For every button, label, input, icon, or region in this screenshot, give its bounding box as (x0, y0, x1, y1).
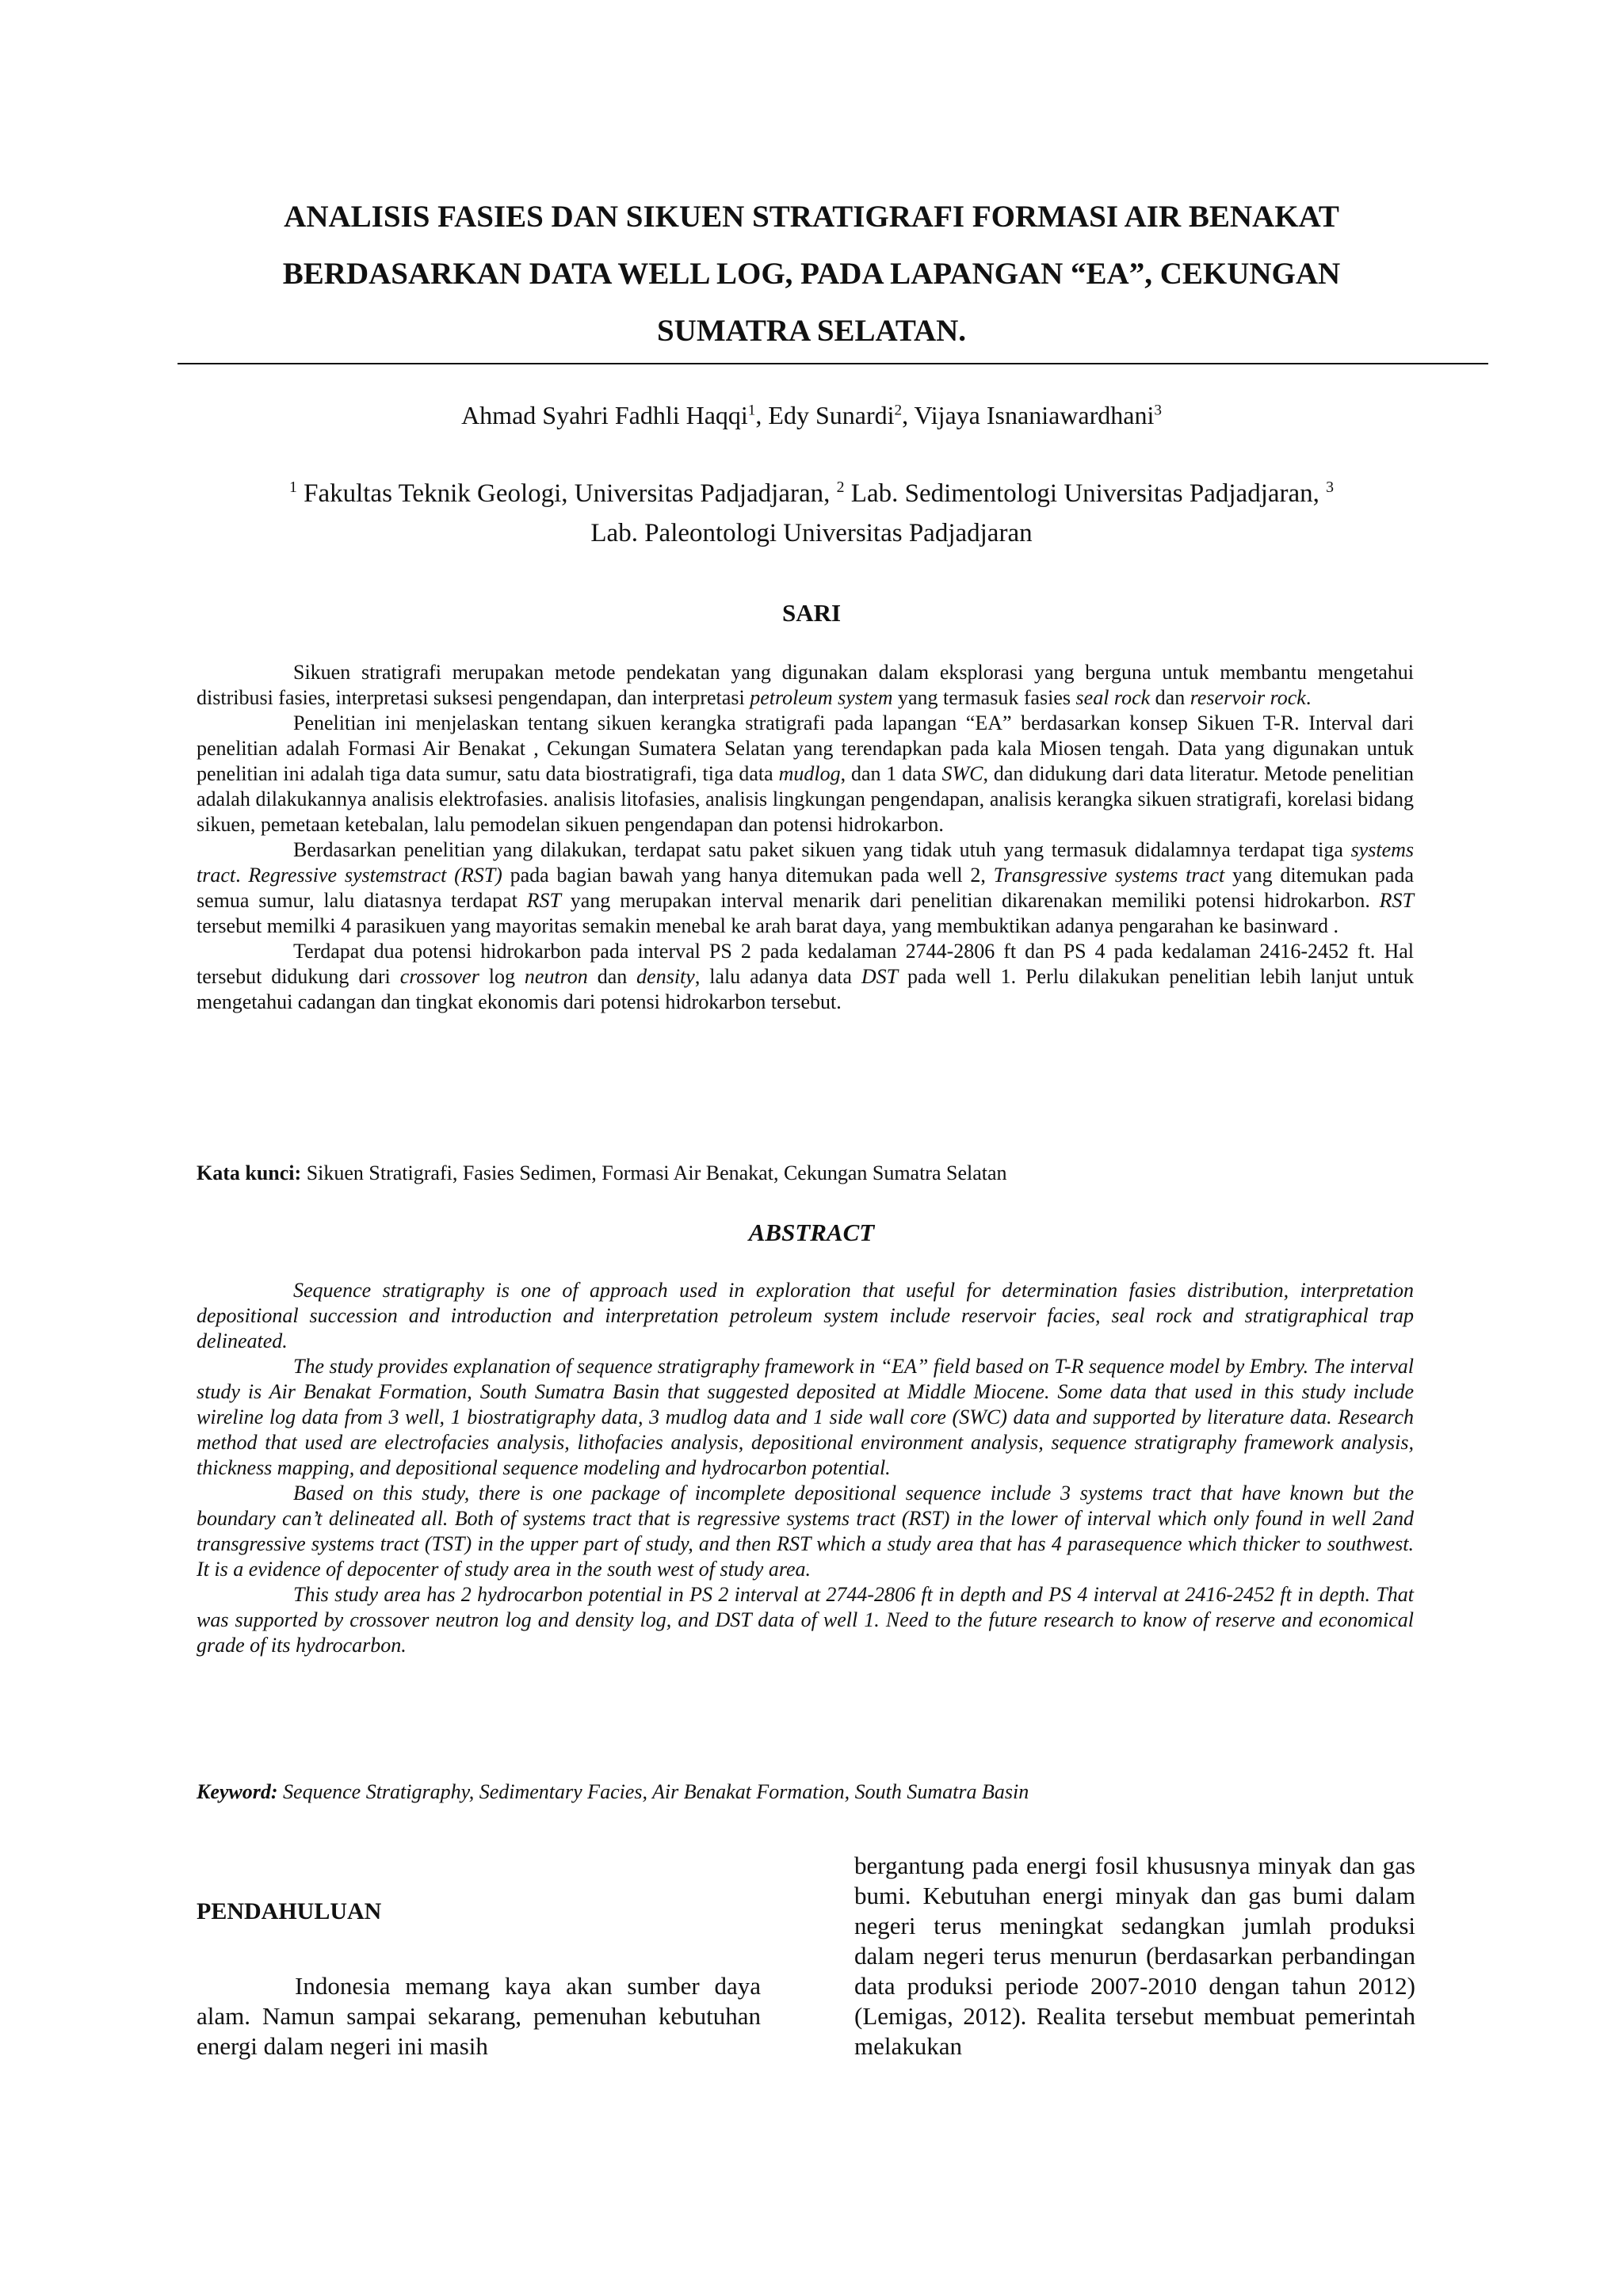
sari-paragraph: Sikuen stratigrafi merupakan metode pendekatan yang digunakan dalam eksplorasi yang berguna untuk membantu mengetahui distribusi fasies, interpretasi suksesi pengendapan, dan interpretasi petroleum system yang termasuk fasies seal rock dan reservoir rock. (197, 661, 1414, 709)
affiliation-text: Fakultas Teknik Geologi, Universitas Padjadjaran, (296, 479, 837, 508)
affiliation-text: Lab. Sedimentologi Universitas Padjadjaran, (844, 479, 1327, 508)
author-affiliation-mark: 3 (1154, 402, 1162, 419)
section-heading-introduction: PENDAHULUAN (197, 1898, 382, 1924)
intro-right-column (854, 1851, 1415, 2061)
affiliation-mark: 1 (288, 479, 297, 496)
keywords-text: Sequence Stratigraphy, Sedimentary Facies, Air Benakat Formation, South Sumatra Basin (277, 1780, 1029, 1803)
abstract-paragraph: The study provides explanation of sequence stratigraphy framework in “EA” field based on T-R sequence model by Embry. The interval study is Air Benakat Formation, South Sumatra Basin that suggested deposited at Middle Miocene. Some data that used in this study include wireline log data from 3 well, 1 biostratigraphy data, 3 mudlog data and 1 side wall core (SWC) data and supported by literature data. Research method that used are electrofacies analysis, lithofacies analysis, depositional environment analysis, sequence stratigraphy framework analysis, thickness mapping, and depositional sequence modeling and hydrocarbon potential. (197, 1355, 1414, 1479)
affiliation-line-1 (158, 474, 1465, 513)
author-separator: , (755, 401, 769, 429)
abstract-paragraph: Sequence stratigraphy is one of approach used in exploration that useful for determination fasies distribution, interpretation depositional succession and introduction and interpretation petroleum system include reservoir facies, seal rock and stratigraphical trap delineated. (197, 1279, 1414, 1352)
abstract-heading: ABSTRACT (748, 1219, 875, 1246)
abstract-body (197, 1278, 1414, 1658)
keywords-label: Kata kunci: (197, 1161, 302, 1184)
title-line-1: ANALISIS FASIES DAN SIKUEN STRATIGRAFI FORMASI AIR BENAKAT (284, 200, 1339, 234)
affiliation-mark: 2 (836, 479, 845, 496)
author-affiliation-mark: 1 (747, 402, 756, 419)
affiliation-mark: 3 (1326, 479, 1335, 496)
title-line-2: BERDASARKAN DATA WELL LOG, PADA LAPANGAN “EA”, CEKUNGAN (282, 257, 1341, 291)
intro-paragraph: Indonesia memang kaya akan sumber daya alam. Namun sampai sekarang, pemenuhan kebutuhan energi dalam negeri ini masih (197, 1972, 761, 2060)
sari-paragraph: Terdapat dua potensi hidrokarbon pada interval PS 2 pada kedalaman 2744-2806 ft dan PS 4 pada kedalaman 2416-2452 ft. Hal tersebut didukung dari crossover log neutron dan density, lalu adanya data DST pada well 1. Perlu dilakukan penelitian lebih lanjut untuk mengetahui cadangan dan tingkat ekonomis dari potensi hidrokarbon tersebut. (197, 940, 1414, 1013)
affiliation-line-2: Lab. Paleontologi Universitas Padjadjaran (590, 519, 1033, 547)
sari-body (197, 660, 1414, 1015)
sari-keywords (197, 1161, 1417, 1186)
author-name: Edy Sunardi (768, 401, 895, 429)
author-separator: , (902, 401, 915, 429)
abstract-paragraph: Based on this study, there is one package of incomplete depositional sequence include 3 systems tract that have known but the boundary can’t delineated all. Both of systems tract that is regressive systems tract (RST) in the lower of interval which only found in well 2and transgressive systems tract (TST) in the upper part of study, and then RST which a study area that has 4 parasequence which thicker to southwest. It is a evidence of depocenter of study area in the south west of study area. (197, 1482, 1414, 1581)
intro-paragraph-continued: bergantung pada energi fosil khususnya minyak dan gas bumi. Kebutuhan energi minyak dan gas bumi dalam negeri terus meningkat sedangkan jumlah produksi dalam negeri terus menurun (berdasarkan perbandingan data produksi periode 2007-2010 dengan tahun 2012) (Lemigas, 2012). Realita tersebut membuat pemerintah melakukan (854, 1852, 1415, 2060)
abstract-keywords (197, 1779, 1417, 1805)
sari-paragraph: Berdasarkan penelitian yang dilakukan, terdapat satu paket sikuen yang tidak utuh yang termasuk didalamnya terdapat tiga systems tract. Regressive systemstract (RST) pada bagian bawah yang hanya ditemukan pada well 2, Transgressive systems tract yang ditemukan pada semua sumur, lalu diatasnya terdapat RST yang merupakan interval menarik dari penelitian dikarenakan memiliki potensi hidrokarbon. RST tersebut memilki 4 parasikuen yang mayoritas semakin menebal ke arah barat daya, yang membuktikan adanya pengarahan ke basinward . (197, 838, 1414, 937)
author-list (158, 398, 1465, 433)
intro-left-column (197, 1971, 761, 2061)
paper-title (158, 189, 1465, 360)
sari-heading: SARI (781, 599, 842, 627)
author-affiliation-mark: 2 (894, 402, 903, 419)
author-name: Ahmad Syahri Fadhli Haqqi (461, 401, 748, 429)
sari-paragraph: Penelitian ini menjelaskan tentang sikuen kerangka stratigrafi pada lapangan “EA” berdasarkan konsep Sikuen T-R. Interval dari penelitian adalah Formasi Air Benakat , Cekungan Sumatera Selatan yang terendapkan pada kala Miosen tengah. Data yang digunakan untuk penelitian ini adalah tiga data sumur, satu data biostratigrafi, tiga data mudlog, dan 1 data SWC, dan didukung dari data literatur. Metode penelitian adalah dilakukannya analisis elektrofasies. analisis litofasies, analisis lingkungan pengendapan, analisis kerangka sikuen stratigrafi, korelasi bidang sikuen, pemetaan ketebalan, lalu pemodelan sikuen pengendapan dan potensi hidrokarbon. (197, 711, 1414, 836)
affiliations (158, 474, 1465, 553)
keywords-text: Sikuen Stratigrafi, Fasies Sedimen, Formasi Air Benakat, Cekungan Sumatra Selatan (301, 1161, 1007, 1184)
title-line-3: SUMATRA SELATAN. (656, 314, 967, 348)
title-divider (178, 363, 1488, 364)
keywords-label: Keyword: (197, 1780, 278, 1803)
author-name: Vijaya Isnaniawardhani (914, 401, 1155, 429)
abstract-paragraph: This study area has 2 hydrocarbon potential in PS 2 interval at 2744-2806 ft in depth and PS 4 interval at 2416-2452 ft in depth. That was supported by crossover neutron log and density log, and DST data of well 1. Need to the future research to know of reserve and economical grade of its hydrocarbon. (197, 1583, 1414, 1657)
